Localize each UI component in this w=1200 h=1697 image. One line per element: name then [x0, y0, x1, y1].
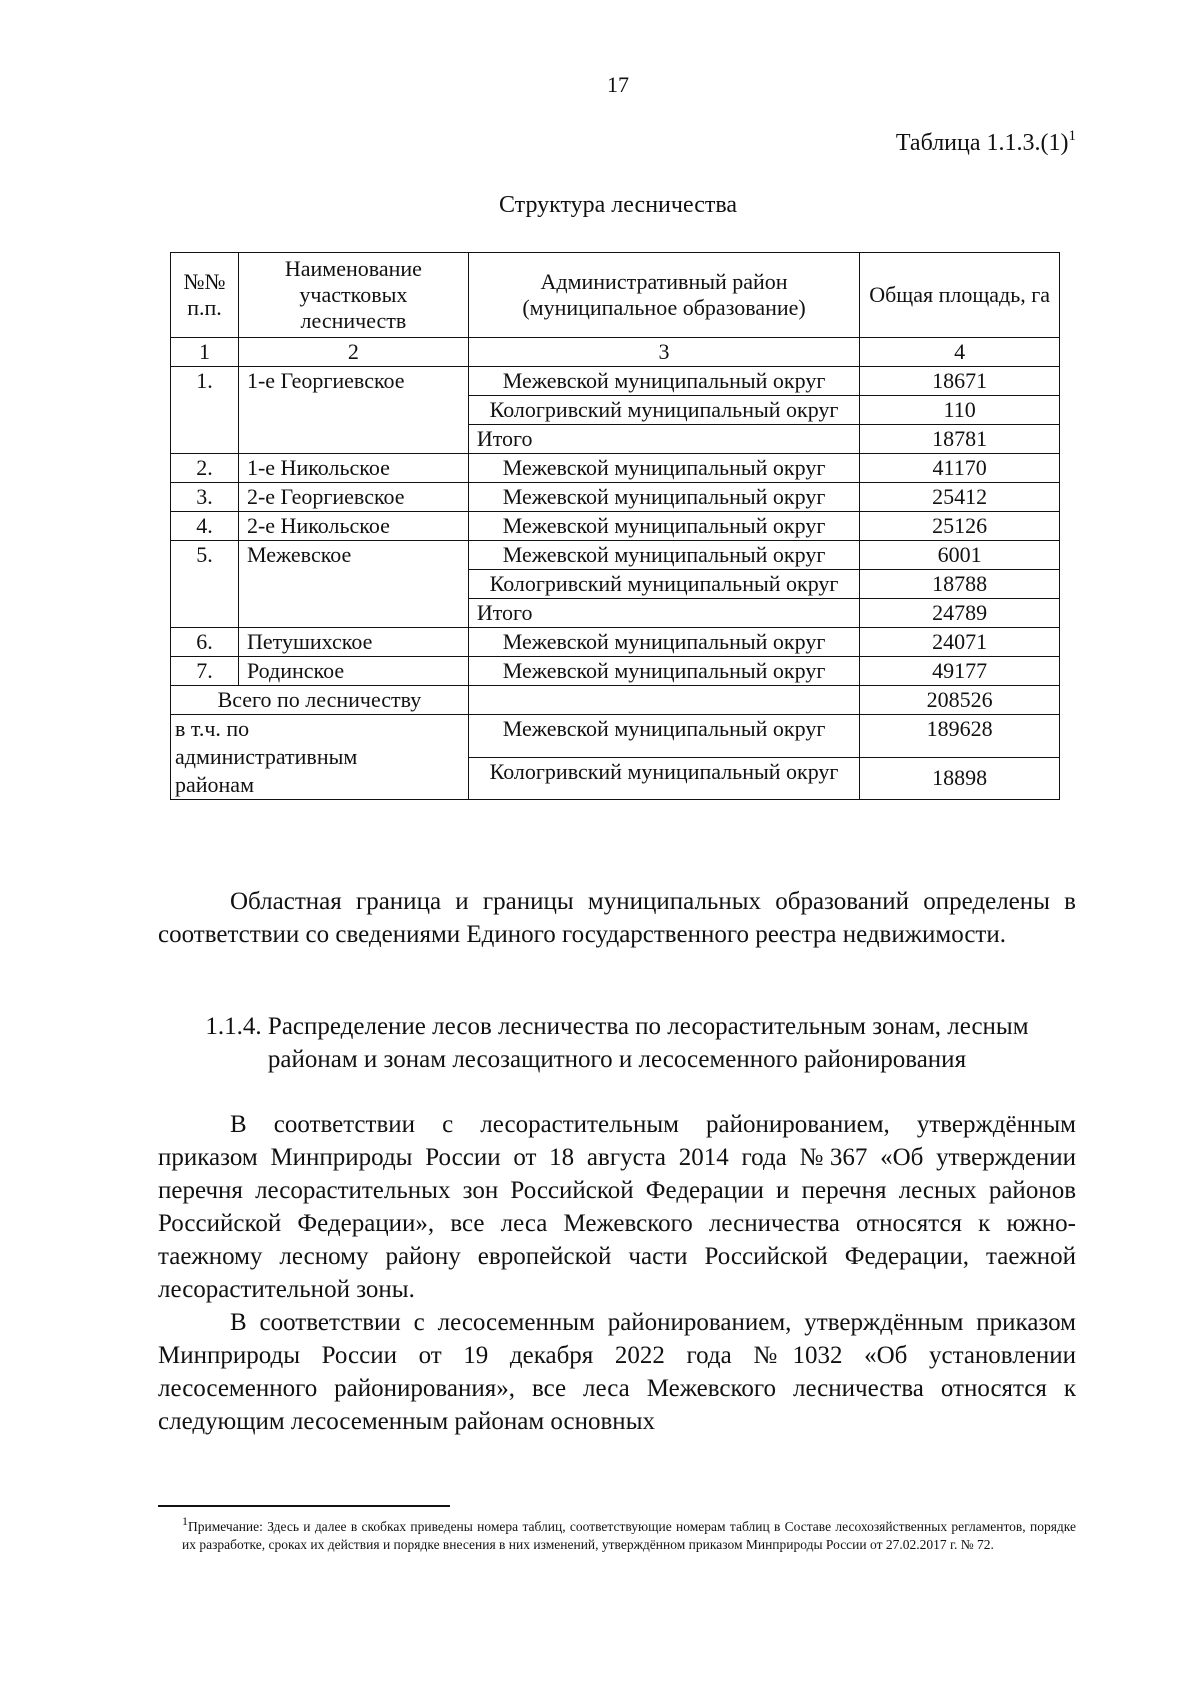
row-district: Кологривский муниципальный округ [468, 570, 859, 599]
col-number: 2 [238, 338, 468, 367]
row-name: 1-е Никольское [238, 454, 468, 483]
row-district: Кологривский муниципальный округ [468, 396, 859, 425]
table-row [171, 628, 1060, 657]
row-num: 6. [171, 628, 239, 657]
col-number: 1 [171, 338, 239, 367]
section-heading: 1.1.4. Распределение лесов лесничества по лесорастительным зонам, лесным районам и зонам лесозащитного и лесосеменного районирования [205, 1013, 1029, 1073]
by-district-name: Межевской муниципальный округ [468, 715, 859, 758]
row-area: 24071 [860, 628, 1060, 657]
header-area: Общая площадь, га [860, 253, 1060, 338]
row-name: Межевское [238, 541, 468, 628]
table-label [896, 128, 1076, 157]
table-row [171, 454, 1060, 483]
row-district: Межевской муниципальный округ [468, 483, 859, 512]
row-num: 5. [171, 541, 239, 628]
paragraph-forest-zoning [158, 1108, 1076, 1306]
row-area: 24789 [860, 599, 1060, 628]
table-label-text: Таблица 1.1.3.(1) [895, 130, 1069, 156]
total-area: 208526 [860, 686, 1060, 715]
footnote-divider [158, 1505, 450, 1507]
row-area: 49177 [860, 657, 1060, 686]
table-header-row [171, 253, 1060, 338]
row-district: Итого [468, 599, 859, 628]
paragraph-seed-zoning [158, 1306, 1076, 1438]
row-name: 2-е Георгиевское [238, 483, 468, 512]
footnote-ref: 1 [1068, 128, 1076, 144]
footnote [182, 1512, 1076, 1554]
total-label: Всего по лесничеству [171, 686, 469, 715]
row-area: 18781 [860, 425, 1060, 454]
paragraph-forest-zoning-text: В соответствии с лесорастительным районированием, утверждённым приказом Минприроды России от 18 августа 2014 года №367 «Об утверждении перечня лесорастительных зон Российской Федерации и перечня лесных районов Российской Федерации», все леса Межевского лесничества относятся к южно-таежному лесному району европейской части Российской Федерации, таежной лесорастительной зоны. [158, 1111, 1076, 1303]
column-number-row [171, 338, 1060, 367]
row-num: 4. [171, 512, 239, 541]
paragraph-seed-zoning-text: В соответствии с лесосеменным районированием, утверждённым приказом Минприроды России от 19 декабря 2022 года №1032 «Об установлении лесосеменного районирования», все леса Межевского лесничества относятся к следующим лесосеменным районам основных [158, 1309, 1076, 1435]
by-district-row [171, 715, 1060, 758]
row-num: 2. [171, 454, 239, 483]
row-area: 18671 [860, 367, 1060, 396]
forestry-structure-table [170, 252, 1060, 800]
row-area: 18788 [860, 570, 1060, 599]
row-name: 1-е Георгиевское [238, 367, 468, 454]
table-row [171, 512, 1060, 541]
row-district: Межевской муниципальный округ [468, 512, 859, 541]
row-num: 1. [171, 367, 239, 454]
total-row [171, 686, 1060, 715]
row-name: Петушихское [238, 628, 468, 657]
header-num: №№ п.п. [171, 253, 239, 338]
row-num: 3. [171, 483, 239, 512]
by-district-name: Кологривский муниципальный округ [468, 757, 859, 800]
row-district: Межевской муниципальный округ [468, 541, 859, 570]
paragraph-boundaries [158, 885, 1076, 951]
footnote-mark: 1 [182, 1514, 188, 1528]
header-name: Наименование участковых лесничеств [238, 253, 468, 338]
row-area: 6001 [860, 541, 1060, 570]
row-num: 7. [171, 657, 239, 686]
by-district-area: 189628 [860, 715, 1060, 758]
by-district-label: в т.ч. по административным районам [171, 715, 469, 800]
row-district: Межевской муниципальный округ [468, 367, 859, 396]
col-number: 4 [860, 338, 1060, 367]
row-district: Межевской муниципальный округ [468, 454, 859, 483]
row-area: 110 [860, 396, 1060, 425]
table-row [171, 367, 1060, 396]
footnote-text: Примечание: Здесь и далее в скобках приведены номера таблиц, соответствующие номерам таблиц в Составе лесохозяйственных регламентов, порядке их разработке, сроках их действия и порядке внесения в них изменений, утверждённом приказом Минприроды России от 27.02.2017 г. № 72. [182, 1519, 1076, 1552]
header-district: Административный район (муниципальное образование) [468, 253, 859, 338]
table-row [171, 657, 1060, 686]
table-title: Структура лесничества [498, 192, 738, 218]
row-area: 25412 [860, 483, 1060, 512]
table-row [171, 483, 1060, 512]
row-district: Итого [468, 425, 859, 454]
total-district-empty [468, 686, 859, 715]
row-district: Межевской муниципальный округ [468, 628, 859, 657]
row-name: 2-е Никольское [238, 512, 468, 541]
row-area: 25126 [860, 512, 1060, 541]
row-name: Родинское [238, 657, 468, 686]
row-district: Межевской муниципальный округ [468, 657, 859, 686]
row-area: 41170 [860, 454, 1060, 483]
paragraph-boundaries-text: Областная граница и границы муниципальных образований определены в соответствии со сведениями Единого государственного реестра недвижимости. [158, 888, 1076, 948]
by-district-area: 18898 [860, 757, 1060, 800]
page-number: 17 [607, 72, 629, 97]
col-number: 3 [468, 338, 859, 367]
table-row [171, 541, 1060, 570]
